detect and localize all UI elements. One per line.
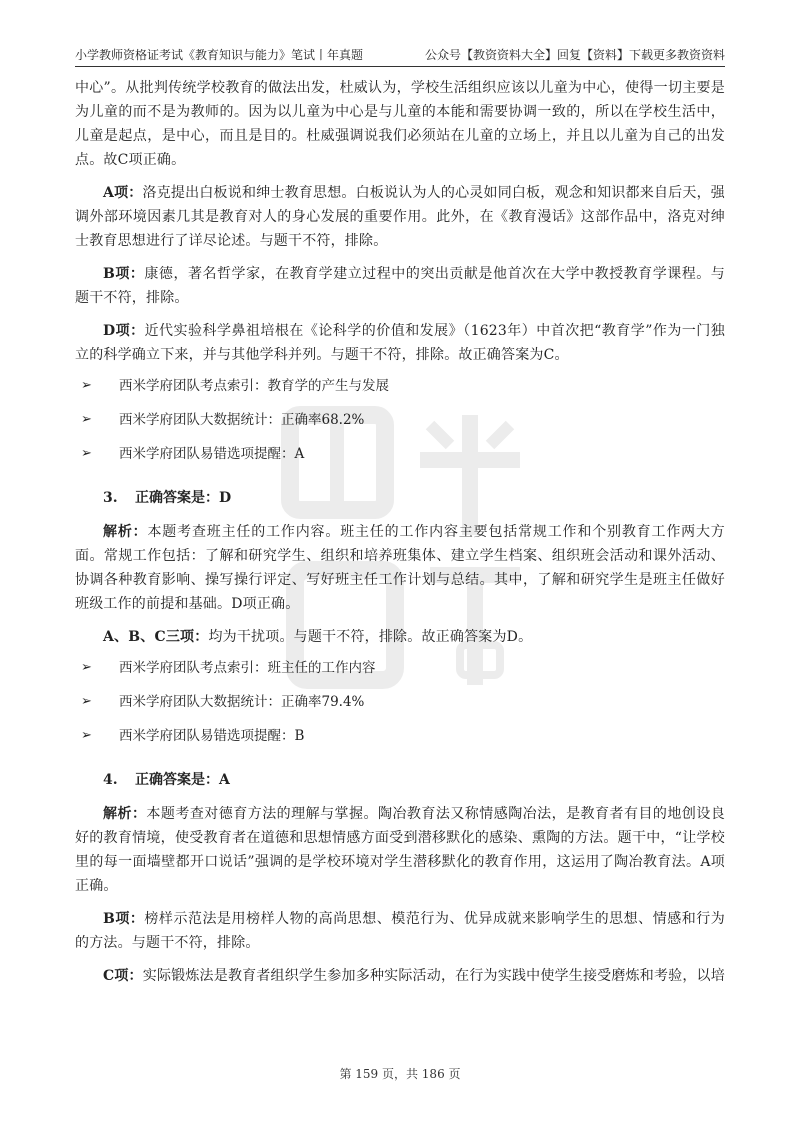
q2-bullet-accuracy bbox=[75, 410, 725, 430]
bullet-text: 西米学府团队易错选项提醒：A bbox=[119, 446, 305, 462]
q3-bullet-common-mistake bbox=[75, 726, 725, 746]
option-label: A项： bbox=[103, 185, 143, 201]
analysis-text: 本题考查班主任的工作内容。班主任的工作内容主要包括常规工作和个别教育工作两大方面。常规工作包括：了解和研究学生、组织和培养班集体、建立学生档案、组织班会活动和课外活动、协调各种教育影响、操写操行评定、写好班主任工作计划与总结。其中，了解和研究学生是班主任做好班级工作的前提和基础。D项正确。 bbox=[75, 524, 725, 612]
arrowhead-bullet-icon: ➢ bbox=[81, 694, 92, 709]
arrowhead-bullet-icon: ➢ bbox=[81, 660, 92, 675]
option-label: D项： bbox=[103, 323, 145, 339]
arrowhead-bullet-icon: ➢ bbox=[81, 728, 92, 743]
analysis-label: 解析： bbox=[103, 524, 148, 540]
q4-answer-heading bbox=[75, 768, 725, 792]
page-content bbox=[75, 76, 725, 997]
q4-option-c-paragraph bbox=[75, 964, 725, 988]
bullet-text: 西米学府团队考点索引：教育学的产生与发展 bbox=[119, 378, 389, 394]
q3-bullet-accuracy bbox=[75, 692, 725, 712]
question-number: 3. bbox=[103, 490, 118, 506]
option-text: 康德，著名哲学家，在教育学建立过程中的突出贡献是他首次在大学中教授教育学课程。与题干不符，排除。 bbox=[75, 266, 725, 306]
arrowhead-bullet-icon: ➢ bbox=[81, 378, 92, 393]
option-text: 洛克提出白板说和绅士教育思想。白板说认为人的心灵如同白板，观念和知识都来自后天，强调外部环境因素几其是教育对人的身心发展的重要作用。此外，在《教育漫话》这部作品中，洛克对绅士教育思想进行了详尽论述。与题干不符，排除。 bbox=[75, 185, 726, 249]
option-label: B项： bbox=[103, 266, 145, 282]
analysis-label: 解析： bbox=[103, 806, 147, 822]
option-label: C项： bbox=[103, 968, 143, 984]
page-number-footer: 第 159 页，共 186 页 bbox=[339, 1067, 461, 1081]
header-promo-text: 公众号【教资资料大全】回复【资料】下载更多教资资料 bbox=[424, 48, 725, 62]
q4-option-b-paragraph bbox=[75, 907, 725, 955]
option-text: 近代实验科学鼻祖培根在《论科学的价值和发展》（1623年）中首次把“教育学”作为一门独立的科学确立下来，并与其他学科并列。与题干不符，排除。故正确答案为C。 bbox=[75, 323, 725, 363]
question-number: 4. bbox=[103, 772, 118, 788]
analysis-text: 本题考查对德育方法的理解与掌握。陶冶教育法又称情感陶冶法，是教育者有目的地创设良好的教育情境，使受教育者在道德和思想情感方面受到潜移默化的感染、熏陶的方法。题干中，“让学校里的每一面墙壁都开口说话”强调的是学校环境对学生潜移默化的教育作用，这运用了陶冶教育法。A项正确。 bbox=[75, 806, 725, 894]
option-text: 实际锻炼法是教育者组织学生参加多种实际活动，在行为实践中使学生接受磨炼和考验，以培 bbox=[142, 968, 725, 984]
option-label: B项： bbox=[103, 911, 145, 927]
q2-option-d-paragraph bbox=[75, 319, 725, 367]
q3-answer-heading bbox=[75, 486, 725, 510]
option-label: A、B、C三项： bbox=[103, 629, 209, 645]
q2-bullet-knowledge-point bbox=[75, 376, 725, 396]
q2-option-a-paragraph bbox=[75, 181, 725, 253]
option-text: 均为干扰项。与题干不符，排除。故正确答案为D。 bbox=[208, 629, 533, 645]
page-header bbox=[75, 44, 725, 67]
q3-bullet-knowledge-point bbox=[75, 658, 725, 678]
q3-analysis-paragraph bbox=[75, 520, 725, 616]
arrowhead-bullet-icon: ➢ bbox=[81, 412, 92, 427]
bullet-text: 西米学府团队大数据统计：正确率68.2% bbox=[119, 412, 365, 428]
intro-paragraph: 中心”。从批判传统学校教育的做法出发，杜威认为，学校生活组织应该以儿童为中心，使得一切主要是为儿童的而不是为教师的。因为以儿童为中心是与儿童的本能和需要协调一致的，所以在学校生活中，儿童是起点，是中心，而且是目的。杜威强调说我们必须站在儿童的立场上，并且以儿童为自己的出发点。故C项正确。 bbox=[75, 80, 725, 168]
q3-options-abc-paragraph bbox=[75, 625, 725, 649]
bullet-text: 西米学府团队易错选项提醒：B bbox=[119, 728, 305, 744]
bullet-text: 西米学府团队考点索引：班主任的工作内容 bbox=[119, 660, 376, 676]
arrowhead-bullet-icon: ➢ bbox=[81, 446, 92, 461]
answer-text: 正确答案是：A bbox=[135, 772, 230, 788]
q2-bullet-common-mistake bbox=[75, 444, 725, 464]
header-exam-title: 小学教师资格证考试《教育知识与能力》笔试丨年真题 bbox=[75, 48, 364, 62]
q4-analysis-paragraph bbox=[75, 802, 725, 898]
option-text: 榜样示范法是用榜样人物的高尚思想、模范行为、优异成就来影响学生的思想、情感和行为的方法。与题干不符，排除。 bbox=[75, 911, 725, 951]
answer-text: 正确答案是：D bbox=[135, 490, 232, 506]
bullet-text: 西米学府团队大数据统计：正确率79.4% bbox=[119, 694, 365, 710]
q2-option-b-paragraph bbox=[75, 262, 725, 310]
